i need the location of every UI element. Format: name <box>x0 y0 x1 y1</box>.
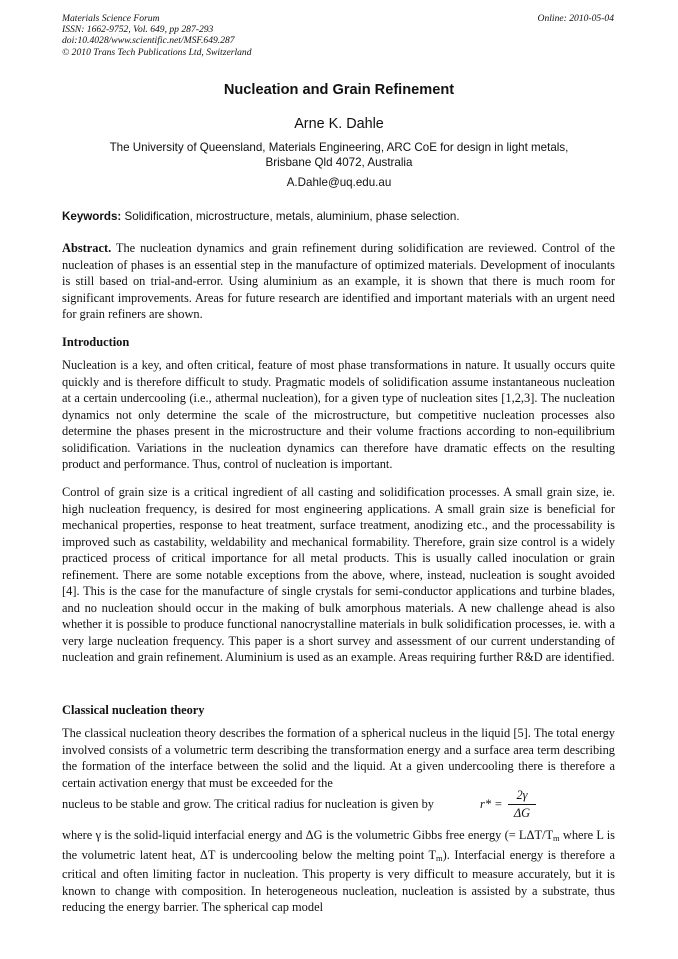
classical-paragraph-2c: ). Interfacial energy is therefore a critical and often limiting factor in nucleation. This property is very difficult to measure accurately, but it is known to change with composition. In heterogeneous nucleation, nucleation is assisted by a substrate, thus reducing the energy barrier. The spherical cap model <box>62 847 615 914</box>
introduction-paragraph-1: Nucleation is a key, and often critical, feature of most phase transformations in nature. It usually occurs quite quickly and is therefore difficult to study. Pragmatic models of solidification assume instantaneous nucleation at a certain undercooling (i.e., athermal nucleation), for a given type of nucleation sites [1,2,3]. The nucleation dynamics not only determine the scale of the microstructure, but competitive nucleation processes also determine the phases present in the microstructure and their volume fractions according to non-equilibrium solidification. Variations in the nucleation dynamics can therefore have dramatic effects on the resulting product and performance. Thus, control of nucleation is important. <box>62 358 615 471</box>
subscript-m-1: m <box>553 833 560 843</box>
paper-title: Nucleation and Grain Refinement <box>223 82 455 98</box>
fraction-bar <box>508 804 536 805</box>
abstract <box>62 240 615 323</box>
abstract-text: The nucleation dynamics and grain refinement during solidification are reviewed. Control of the nucleation of phases is an essential step in the manufacture of optimized materials. Development of inoculants is still based on trial-and-error. Using aluminium as an example, it is shown that there is much room for significant improvements. Areas for future research are identified and important materials with an urgent need for grain refiners are shown. <box>62 241 615 321</box>
author-affiliation <box>60 141 618 170</box>
classical-nucleation-heading: Classical nucleation theory <box>62 703 205 717</box>
issn: ISSN: 1662-9752, Vol. 649, pp 287-293 <box>62 24 214 36</box>
keywords <box>62 210 622 223</box>
formula-numerator: 2γ <box>516 788 528 802</box>
introduction-paragraph-2: Control of grain size is a critical ingredient of all casting and solidification processes. A small grain size, ie. high nucleation frequency, is desired for most engineering applications. A small grain size is beneficial for mechanical properties, response to heat treatment, surface treatment, anodizing etc., and the processability is improved such as castability, weldability and mechanical formability. Therefore, grain size control is a widely practiced process of critical importance for all metal products. This is usually called inoculation or grain refinement. There are some notable exceptions from the above, where, instead, nucleation is sought avoided [4]. This is the case for the manufacture of single crystals for semi-conductor applications and turbine blades, and no nucleation should occur in the making of bulk amorphous materials. A new challenge ahead is also whether it is possible to produce functional nanocrystalline materials in bulk solidification processes, ie. with a very large nucleation frequency. This paper is a short survey and assessment of our current understanding of nucleation and grain refinement. Aluminium is used as an example. Areas requiring further R&D are identified. <box>62 485 615 664</box>
formula-lhs: r* = <box>480 797 503 811</box>
introduction-heading: Introduction <box>62 335 130 349</box>
critical-radius-text: nucleus to be stable and grow. The critical radius for nucleation is given by <box>62 797 434 811</box>
keywords-label: Keywords: <box>62 210 122 223</box>
classical-paragraph-2a: where γ is the solid-liquid interfacial energy and ΔG is the volumetric Gibbs free energy (= LΔT/T <box>62 828 554 842</box>
keywords-list: Solidification, microstructure, metals, aluminium, phase selection. <box>124 210 460 223</box>
author-email[interactable]: A.Dahle@uq.edu.au <box>286 176 392 189</box>
journal-header <box>62 13 252 58</box>
journal-name: Materials Science Forum <box>62 13 160 24</box>
abstract-label: Abstract. <box>62 241 112 255</box>
critical-radius-line <box>62 788 615 831</box>
formula-denominator: ΔG <box>513 806 531 820</box>
formula-fraction <box>508 788 536 821</box>
copyright: © 2010 Trans Tech Publications Ltd, Switzerland <box>62 46 252 58</box>
subscript-m-2: m <box>436 852 443 863</box>
affiliation-line-1: The University of Queensland, Materials Engineering, ARC CoE for design in light metals, <box>109 141 569 154</box>
doi: doi:10.4028/www.scientific.net/MSF.649.287 <box>62 35 235 47</box>
affiliation-line-2: Brisbane Qld 4072, Australia <box>265 155 413 169</box>
classical-paragraph-1: The classical nucleation theory describes the formation of a spherical nucleus in the liquid [5]. The total energy involved consists of a volumetric term describing the transformation energy and a surface area term describing the formation of the interface between the solid and the liquid. At a given undercooling there is therefore a certain activation energy that must be exceeded for the <box>62 726 615 790</box>
classical-paragraph-2b: where L is the volumetric latent heat, ΔT is undercooling below the melting point T <box>62 828 615 862</box>
classical-paragraph-2 <box>62 827 615 916</box>
online-date: Online: 2010-05-04 <box>537 13 614 24</box>
paper-author: Arne K. Dahle <box>294 116 384 132</box>
